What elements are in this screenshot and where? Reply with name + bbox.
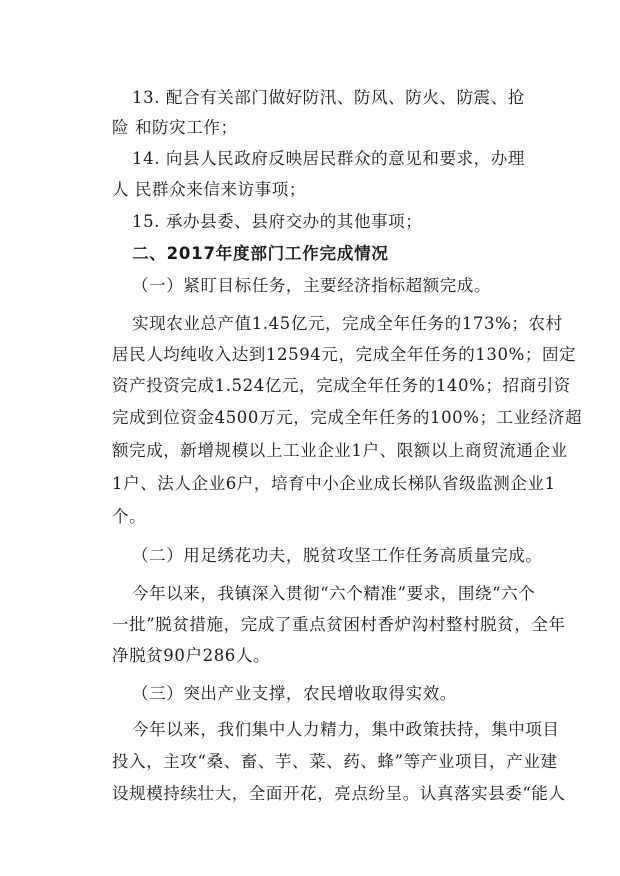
item-13-line-2: 险 和防灾工作； (112, 118, 238, 137)
item-14-line-1: 14. 向县人民政府反映居民群众的意见和要求，办理 (132, 149, 525, 168)
item-14-line-2: 人 民群众来信来访事项； (112, 180, 306, 199)
para-1-line-7: 个。 (112, 507, 147, 526)
subheading-2: （二）用足绣花功夫，脱贫攻坚工作任务高质量完成。 (132, 546, 543, 565)
para-1-line-6: 1户、法人企业6户，培育中小企业成长梯队省级监测企业1 (112, 474, 556, 493)
para-3-line-2: 投入，主攻“桑、畜、芋、菜、药、蜂”等产业项目，产业建 (112, 752, 558, 771)
para-1-line-2: 居民人均纯收入达到12594元，完成全年任务的130%；固定 (112, 345, 577, 364)
para-1-line-4: 完成到位资金4500万元，完成全年任务的100%；工业经济超 (112, 408, 583, 427)
subheading-3: （三）突出产业支撑，农民增收取得实效。 (132, 684, 457, 703)
para-1-line-1: 实现农业总产值1.45亿元，完成全年任务的173%；农村 (132, 314, 563, 333)
para-2-line-3: 净脱贫90户286人。 (112, 646, 271, 665)
para-3-line-1: 今年以来，我们集中人力精力，集中政策扶持，集中项目 (132, 720, 560, 739)
para-1-line-3: 资产投资完成1.524亿元，完成全年任务的140%；招商引资 (112, 376, 571, 395)
para-1-line-5: 额完成，新增规模以上工业企业1户、限额以上商贸流通企业 (112, 441, 568, 460)
item-15-line: 15. 承办县委、县府交办的其他事项； (132, 212, 423, 231)
subheading-1: （一）紧盯目标任务，主要经济指标超额完成。 (132, 276, 492, 295)
para-3-line-3: 设规模持续壮大，全面开花，亮点纷呈。认真落实县委“能人 (112, 784, 566, 803)
para-2-line-2: 一批”脱贫措施，完成了重点贫困村香炉沟村整村脱贫，全年 (112, 615, 566, 634)
item-13-line-1: 13. 配合有关部门做好防汛、防风、防火、防震、抢 (132, 88, 525, 107)
section-heading-2017: 二、2017年度部门工作完成情况 (132, 244, 389, 263)
para-2-line-1: 今年以来，我镇深入贯彻“六个精准”要求，围绕“六个 (132, 584, 536, 603)
